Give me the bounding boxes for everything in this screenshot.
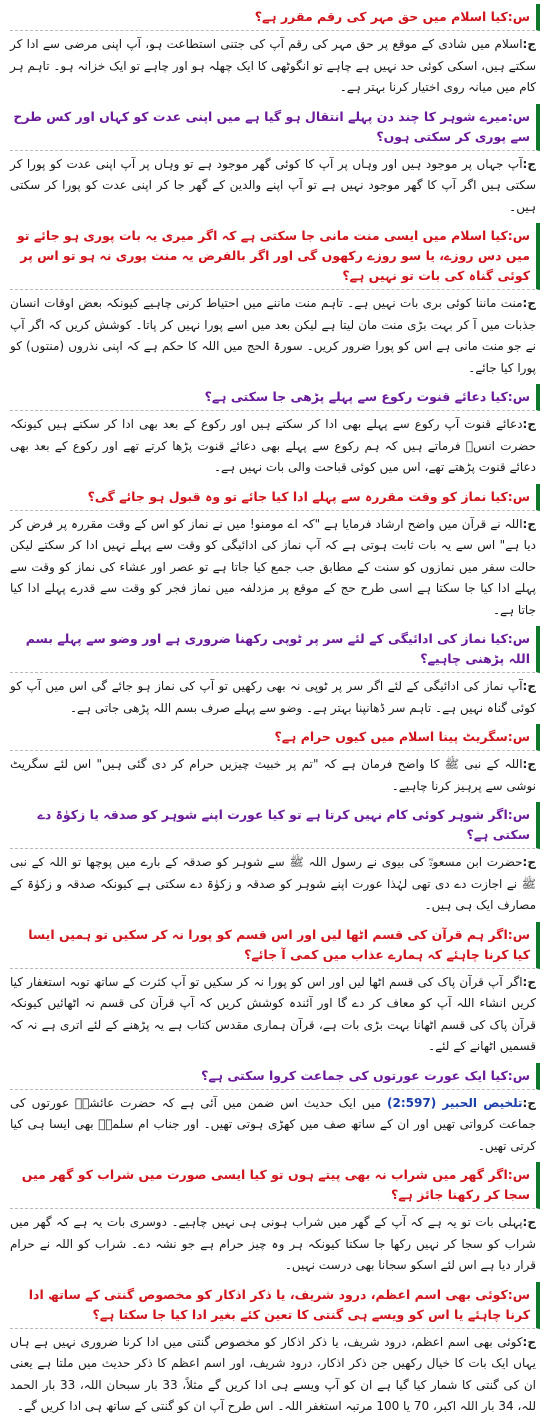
question-body: اگر ہم قرآن کی قسم اٹھا لیں اور اس قسم کو پورا نہ کر سکیں تو ہمیں ایسا کیا کرنا چاہئے کہ ہمارے عذاب میں کمی آ جائے؟ — [28, 926, 530, 962]
qa-item — [10, 223, 540, 379]
question-body: کیا اسلام میں ایسی منت مانی جا سکتی ہے کہ اگر میری یہ بات پوری ہو جائے تو میں دس روزے، یا سو روزے رکھوں گی اور اگر بالفرض یہ منت پوری نہ ہو تو اس پر کوئی گناہ کی بات تو نہیں ہے؟ — [16, 228, 530, 283]
question-prefix: س: — [507, 926, 530, 942]
qa-item — [10, 626, 540, 719]
question-text — [10, 484, 540, 511]
question-text — [10, 384, 540, 411]
qa-item — [10, 104, 540, 219]
answer-prefix: ج: — [522, 516, 536, 531]
answer-body: کوئی بھی اسم اعظم، درود شریف، یا ذکر اذکار کو مخصوص گنتی میں ادا کرنا ضروری نہیں ہے ہاں یہاں ایک بات کا خیال رکھیں جن ذکر اذکار، درود شریف، اور اسم اعظم کا ذکر حدیث میں ملتا ہے یعنی ان کی گنتی کا شمار کیا گیا ہے ان کو آپ ویسے ہی ادا کریں گے مثلاً، 33 بار سبحان اللہ، 33 بار الحمد للہ، 34 بار اللہ اکبر، 70 یا 100 مرتبہ استغفر اللہ۔ اس طرح آپ ان کو گنتی کے ساتھ ہی ادا کریں گے۔ — [10, 1334, 536, 1413]
question-text — [10, 724, 540, 751]
answer-body: اسلام میں شادی کے موقع پر حق مہر کی رقم آپ کی جتنی استطاعت ہو، آپ اپنی مرضی سے ادا کر سکتے ہیں، اسکی کوئی حد نہیں ہے چاہے تو انگوٹھی کا ایک چھلہ ہو اور چاہے تو ایک خزانہ ہو۔ تاہم ہر کام میں میانہ روی اختیار کرنا بہتر ہے۔ — [10, 37, 536, 94]
qa-item — [10, 384, 540, 479]
question-prefix: س: — [507, 488, 530, 504]
answer-text — [10, 154, 540, 219]
question-body: کیا اسلام میں حق مہر کی رقم مقرر ہے؟ — [254, 9, 508, 24]
answer-text — [10, 1212, 540, 1277]
answer-text — [10, 852, 540, 917]
answer-body: آپ جہاں پر موجود ہیں اور وہاں پر آپ کا کوئی گھر موجود ہے تو وہاں پر آپ اپنی عدت کو پورا کر سکتی ہیں اگر آپ کا گھر موجود نہیں ہے تو آپ اپنے والدین کے گھر جا کر اپنی عدت کو پورا کر سکتی ہیں۔ — [10, 156, 536, 214]
question-text — [10, 4, 540, 31]
answer-body: پہلی بات تو یہ ہے کہ آپ کے گھر میں شراب ہونی ہی نہیں چاہیے۔ دوسری بات یہ ہے کہ گھر میں شراب کو سجا کر نہیں رکھا جا سکتا کیونکہ ہر وہ چیز حرام ہے جو نشہ دے۔ شراب کو اللہ نے حرام قرار دیا ہے اس لئے اسکو سجانا بھی درست نہیں۔ — [10, 1215, 536, 1272]
answer-prefix: ج: — [522, 37, 536, 51]
question-body: اگر شوہر کوئی کام نہیں کرتا ہے تو کیا عورت اپنے شوہر کو صدقہ یا زکوٰۃ دے سکتی ہے؟ — [37, 807, 530, 842]
answer-prefix: ج: — [522, 417, 536, 431]
question-text — [10, 223, 540, 290]
question-body: اگر گھر میں شراب نہ بھی پیتے ہوں تو کیا ایسی صورت میں شراب کو گھر میں سجا کر رکھنا جائز ہے؟ — [21, 1167, 530, 1202]
question-prefix: س: — [507, 228, 530, 243]
answer-text — [10, 34, 540, 99]
answer-text — [10, 754, 540, 797]
answer-text — [10, 414, 540, 479]
question-prefix: س: — [507, 729, 530, 744]
question-prefix: س: — [507, 1067, 530, 1083]
question-body: کیا نماز کی ادائیگی کے لئے سر پر ٹوپی رکھنا ضروری ہے اور وضو سے پہلے بسم اللہ پڑھنی چاہیے؟ — [25, 631, 530, 666]
question-body: کیا ایک عورت عورتوں کی جماعت کروا سکتی ہے؟ — [201, 1067, 508, 1083]
answer-text — [10, 514, 540, 622]
qa-item — [10, 1282, 540, 1418]
question-body: کوئی بھی اسم اعظم، درود شریف، یا ذکر اذکار کو مخصوص گنتی کے ساتھ ادا کرنا چاہئے یا اس کو ویسے ہی گنتی کا تعین کئے بغیر ادا کیا جا سکتا ہے؟ — [28, 1286, 530, 1322]
answer-body: حضرت ابن مسعودؓ کی بیوی نے رسول اللہ ﷺ سے شوہر کو صدقہ کے بارے میں پوچھا تو اللہ کے نبی ﷺ نے اجازت دے دی تھی لہٰذا عورت اپنے شوہر کو صدقہ و زکوٰۃ دے سکتی ہے کیونکہ صدقہ و زکوٰۃ کے مصارف ایک ہی ہیں۔ — [10, 855, 536, 912]
qa-item — [10, 724, 540, 797]
qa-item — [10, 484, 540, 622]
question-text — [10, 104, 540, 151]
answer-text — [10, 1332, 540, 1418]
qa-item — [10, 1162, 540, 1277]
answer-prefix: ج: — [522, 1095, 536, 1110]
answer-body: اگر آپ قرآن پاک کی قسم اٹھا لیں اور اس کو پورا نہ کر سکیں تو آپ کثرت کے ساتھ توبہ استغفار کیا کریں انشاء اللہ آپ کو معاف کر دے گا اور آئندہ کوشش کریں کہ آپ قرآن کی قسم نہ اٹھائیں کیونکہ قرآن پاک کی قسم اٹھانا بہت بڑی بات ہے، قرآن ہماری مقدس کتاب ہے یہ پڑھنے کے لئے اتری ہے نہ کہ قسمیں اٹھانے کے لئے۔ — [10, 974, 536, 1053]
question-prefix: س: — [507, 9, 530, 24]
question-prefix: س: — [507, 389, 530, 404]
qa-item — [10, 4, 540, 99]
question-body: میرے شوہر کا چند دن پہلے انتقال ہو گیا ہے میں اپنی عدت کو کہاں اور کس طرح سے پوری کر سکتی ہوں؟ — [13, 108, 530, 144]
answer-body: اللہ نے قرآن میں واضح ارشاد فرمایا ہے "کہ اے مومنو! میں نے نماز کو اس کے وقت مقررہ پر فرض کر دیا ہے" اس سے یہ بات ثابت ہوتی ہے کہ آپ نماز کی ادائیگی کو وقت سے پہلے نہیں ادا کر سکتے لیکن حالت سفر میں نمازوں کو سنت کے مطابق جب جمع کیا جاتا ہے تو عصر اور عشاء کی نماز کو وقت سے پہلے ادا کیا جا سکتا ہے اسی طرح حج کے موقع پر مزدلفہ میں نماز فجر کو وقت سے قدرے پہلے ادا کیا جاتا ہے۔ — [10, 516, 536, 617]
answer-prefix: ج: — [522, 296, 536, 310]
qa-item — [10, 802, 540, 917]
answer-body: منت ماننا کوئی بری بات نہیں ہے۔ تاہم منت ماننے میں احتیاط کرنی چاہیے کیونکہ بعض اوقات انسان جذبات میں آ کر بہت بڑی منت مان لیتا ہے لیکن بعد میں اسے پورا نہیں کر پاتا۔ کوشش کریں کہ اگر آپ نے جو منت مانی ہے اس کو پورا ضرور کریں۔ سورۃ الحج میں اللہ کا حکم ہے کہ اپنی نذروں (منتوں) کو پورا کیا جائے۔ — [10, 296, 536, 375]
answer-text — [10, 972, 540, 1058]
answer-body: دعائے قنوت آپ رکوع سے پہلے بھی ادا کر سکتے ہیں اور رکوع کے بعد بھی ادا کر سکتے ہیں کیونکہ حضرت انسؓ فرماتے ہیں کہ ہم رکوع سے پہلے بھی دعائے قنوت پڑھا کرتے تھے اور رکوع کے بعد بھی دعائے قنوت پڑھتے تھے، اس میں کوئی قباحت والی بات نہیں ہے۔ — [10, 417, 536, 474]
answer-body: آپ نماز کی ادائیگی کے لئے اگر سر پر ٹوپی نہ بھی رکھیں تو آپ کی نماز ہو جائے گی اس میں آپ کو کوئی گناہ نہیں ہے۔ تاہم سر ڈھانپنا بہتر ہے۔ وضو سے پہلے صرف بسم اللہ پڑھی جاتی ہے۔ — [10, 679, 536, 715]
question-body: کیا دعائے قنوت رکوع سے پہلے پڑھی جا سکتی ہے؟ — [204, 389, 508, 404]
answer-prefix: ج: — [522, 1215, 536, 1229]
question-prefix: س: — [507, 108, 530, 124]
question-text — [10, 626, 540, 673]
answer-prefix: ج: — [522, 1334, 536, 1349]
question-text — [10, 802, 540, 849]
answer-text — [10, 1093, 540, 1158]
question-text — [10, 1063, 540, 1090]
question-text — [10, 922, 540, 969]
answer-prefix: ج: — [522, 974, 536, 989]
question-body: کیا نماز کو وقت مقررہ سے پہلے ادا کیا جائے تو وہ قبول ہو جائے گی؟ — [87, 488, 508, 504]
answer-body: میں ایک حدیث اس ضمن میں آئی ہے کہ حضرت عائشہؓ عورتوں کی جماعت کرواتی تھیں اور ان کے ساتھ صف میں کھڑی ہوتی تھیں۔ اور جناب ام سلمہؓ بھی ایسا ہی کیا کرتی تھیں۔ — [10, 1095, 536, 1153]
question-text — [10, 1282, 540, 1329]
reference-citation: تلخیص الحبیر (2:597) — [387, 1095, 523, 1110]
question-prefix: س: — [507, 1286, 530, 1302]
question-prefix: س: — [507, 1167, 530, 1182]
question-body: سگریٹ پینا اسلام میں کیوں حرام ہے؟ — [274, 729, 508, 744]
qa-item — [10, 922, 540, 1058]
answer-text — [10, 676, 540, 719]
question-text — [10, 1162, 540, 1209]
answer-text — [10, 293, 540, 379]
answer-prefix: ج: — [522, 156, 536, 171]
answer-body: اللہ کے نبی ﷺ کا واضح فرمان ہے کہ "تم پر خبیث چیزیں حرام کر دی گئی ہیں" اس لئے سگریٹ نوشی سے پرہیز کرنا چاہیے۔ — [10, 757, 536, 793]
question-prefix: س: — [507, 807, 530, 822]
question-prefix: س: — [507, 631, 530, 646]
answer-prefix: ج: — [522, 855, 536, 869]
answer-prefix: ج: — [522, 679, 536, 693]
answer-prefix: ج: — [522, 757, 536, 771]
qa-item — [10, 1063, 540, 1158]
